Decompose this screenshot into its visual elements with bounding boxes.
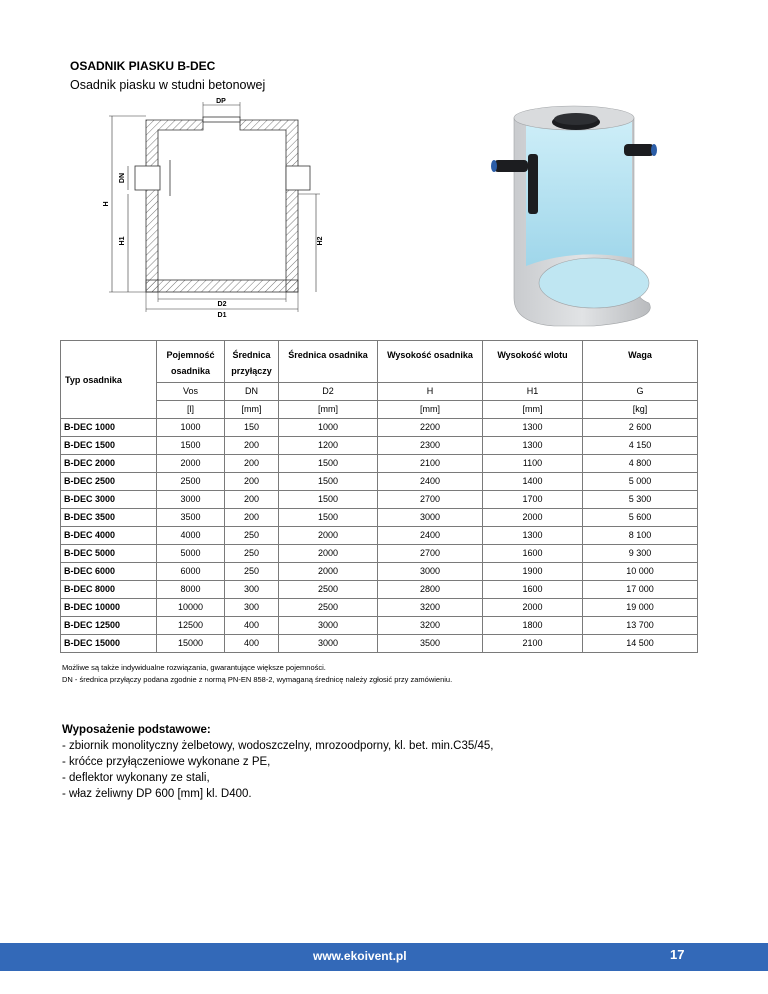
table-cell: 10000 bbox=[157, 599, 225, 617]
table-cell: 1500 bbox=[157, 437, 225, 455]
header-unit: [kg] bbox=[583, 401, 698, 419]
table-cell: 3000 bbox=[378, 509, 483, 527]
table-row bbox=[61, 545, 698, 563]
table-unit-row bbox=[61, 401, 698, 419]
table-cell: 14 500 bbox=[583, 635, 698, 653]
equipment-section bbox=[62, 722, 493, 802]
table-cell: 4 150 bbox=[583, 437, 698, 455]
table-row bbox=[61, 617, 698, 635]
note-line: Możliwe są także indywidualne rozwiązania, gwarantujące większe pojemności. bbox=[62, 663, 326, 672]
d1-label: D1 bbox=[217, 312, 227, 319]
equipment-item: - właz żeliwny DP 600 [mm] kl. D400. bbox=[62, 788, 252, 800]
row-type-name: B-DEC 15000 bbox=[61, 635, 157, 653]
outlet-pipe bbox=[286, 166, 310, 190]
table-row bbox=[61, 491, 698, 509]
table-row bbox=[61, 527, 698, 545]
table-cell: 3000 bbox=[279, 617, 378, 635]
row-type-name: B-DEC 3500 bbox=[61, 509, 157, 527]
equipment-item: - zbiornik monolityczny żelbetowy, wodoszczelny, mrozoodporny, kl. bet. min.C35/45, bbox=[62, 740, 494, 752]
table-cell: 1500 bbox=[279, 455, 378, 473]
table-cell: 200 bbox=[225, 455, 279, 473]
row-type-name: B-DEC 8000 bbox=[61, 581, 157, 599]
table-cell: 2000 bbox=[279, 563, 378, 581]
table-symbol-row bbox=[61, 383, 698, 401]
table-cell: 1500 bbox=[279, 509, 378, 527]
footer-bar bbox=[0, 943, 768, 971]
table-cell: 3200 bbox=[378, 617, 483, 635]
table-cell: 2000 bbox=[279, 527, 378, 545]
spec-table bbox=[60, 340, 698, 653]
dp-label: DP bbox=[216, 98, 226, 105]
table-cell: 12500 bbox=[157, 617, 225, 635]
table-cell: 2 600 bbox=[583, 419, 698, 437]
table-cell: 1900 bbox=[483, 563, 583, 581]
table-cell: 17 000 bbox=[583, 581, 698, 599]
manhole-cover bbox=[203, 117, 240, 122]
table-cell: 200 bbox=[225, 509, 279, 527]
table-cell: 2300 bbox=[378, 437, 483, 455]
shaft-bottom-slab bbox=[146, 280, 298, 292]
table-cell: 1400 bbox=[483, 473, 583, 491]
row-type-name: B-DEC 2000 bbox=[61, 455, 157, 473]
header-label: Waga bbox=[583, 341, 698, 383]
table-cell: 300 bbox=[225, 581, 279, 599]
h1-label: H1 bbox=[119, 236, 126, 246]
table-cell: 400 bbox=[225, 617, 279, 635]
equipment-item: - deflektor wykonany ze stali, bbox=[62, 772, 210, 784]
table-cell: 250 bbox=[225, 527, 279, 545]
table-cell: 150 bbox=[225, 419, 279, 437]
inlet-pipe bbox=[135, 166, 160, 190]
table-cell: 1200 bbox=[279, 437, 378, 455]
row-type-name: B-DEC 4000 bbox=[61, 527, 157, 545]
header-unit: [mm] bbox=[279, 401, 378, 419]
table-cell: 6000 bbox=[157, 563, 225, 581]
row-type-name: B-DEC 12500 bbox=[61, 617, 157, 635]
equipment-heading: Wyposażenie podstawowe: bbox=[62, 724, 211, 736]
table-cell: 1100 bbox=[483, 455, 583, 473]
table-cell: 1500 bbox=[279, 491, 378, 509]
table-cell: 8 100 bbox=[583, 527, 698, 545]
row-type-name: B-DEC 10000 bbox=[61, 599, 157, 617]
table-cell: 1300 bbox=[483, 527, 583, 545]
table-row bbox=[61, 599, 698, 617]
h2-label: H2 bbox=[317, 236, 324, 246]
table-cell: 4 800 bbox=[583, 455, 698, 473]
table-cell: 3000 bbox=[157, 491, 225, 509]
table-cell: 8000 bbox=[157, 581, 225, 599]
table-cell: 250 bbox=[225, 563, 279, 581]
header-unit: [mm] bbox=[225, 401, 279, 419]
table-cell: 2000 bbox=[157, 455, 225, 473]
table-cell: 9 300 bbox=[583, 545, 698, 563]
header-symbol: G bbox=[583, 383, 698, 401]
table-cell: 2400 bbox=[378, 527, 483, 545]
table-cell: 2500 bbox=[279, 581, 378, 599]
table-row bbox=[61, 419, 698, 437]
note-line: DN - średnica przyłączy podana zgodnie z normą PN-EN 858-2, wymaganą średnicę należy zgłosić przy zamówieniu. bbox=[62, 675, 453, 684]
header-unit: [mm] bbox=[378, 401, 483, 419]
table-cell: 5 000 bbox=[583, 473, 698, 491]
table-cell: 1600 bbox=[483, 581, 583, 599]
header-label: Wysokość osadnika bbox=[378, 341, 483, 383]
inlet-pipe-render bbox=[494, 160, 528, 172]
table-cell: 2500 bbox=[279, 599, 378, 617]
table-cell: 15000 bbox=[157, 635, 225, 653]
table-cell: 10 000 bbox=[583, 563, 698, 581]
table-cell: 5 600 bbox=[583, 509, 698, 527]
concrete-well-render bbox=[484, 98, 664, 330]
outlet-pipe-render bbox=[624, 144, 654, 156]
footer-url[interactable]: www.ekoivent.pl bbox=[313, 949, 407, 963]
row-type-name: B-DEC 2500 bbox=[61, 473, 157, 491]
table-cell: 13 700 bbox=[583, 617, 698, 635]
table-cell: 1800 bbox=[483, 617, 583, 635]
table-cell: 200 bbox=[225, 437, 279, 455]
dn-label: DN bbox=[119, 172, 126, 184]
header-symbol: Vos bbox=[157, 383, 225, 401]
table-row bbox=[61, 509, 698, 527]
table-cell: 1700 bbox=[483, 491, 583, 509]
page-title: OSADNIK PIASKU B-DEC bbox=[70, 59, 216, 73]
row-type-name: B-DEC 3000 bbox=[61, 491, 157, 509]
table-cell: 5 300 bbox=[583, 491, 698, 509]
table-cell: 4000 bbox=[157, 527, 225, 545]
table-cell: 2000 bbox=[279, 545, 378, 563]
table-cell: 2000 bbox=[483, 599, 583, 617]
cross-section-drawing bbox=[100, 96, 340, 322]
header-label: Pojemność osadnika bbox=[157, 341, 225, 383]
equipment-item: - króćce przyłączeniowe wykonane z PE, bbox=[62, 756, 271, 768]
table-cell: 3000 bbox=[378, 563, 483, 581]
table-cell: 1300 bbox=[483, 419, 583, 437]
table-header-row bbox=[61, 341, 698, 383]
table-cell: 3500 bbox=[378, 635, 483, 653]
table-cell: 2000 bbox=[483, 509, 583, 527]
well-interior bbox=[526, 122, 632, 266]
table-row bbox=[61, 473, 698, 491]
table-cell: 300 bbox=[225, 599, 279, 617]
table-cell: 1000 bbox=[279, 419, 378, 437]
row-type-name: B-DEC 5000 bbox=[61, 545, 157, 563]
table-row bbox=[61, 437, 698, 455]
type-header: Typ osadnika bbox=[61, 341, 157, 419]
table-cell: 3200 bbox=[378, 599, 483, 617]
table-cell: 2700 bbox=[378, 545, 483, 563]
table-notes bbox=[62, 662, 452, 686]
table-row bbox=[61, 635, 698, 653]
table-cell: 2100 bbox=[378, 455, 483, 473]
table-cell: 2800 bbox=[378, 581, 483, 599]
row-type-name: B-DEC 6000 bbox=[61, 563, 157, 581]
table-cell: 200 bbox=[225, 491, 279, 509]
table-cell: 400 bbox=[225, 635, 279, 653]
table-cell: 1600 bbox=[483, 545, 583, 563]
table-row bbox=[61, 563, 698, 581]
well-bottom bbox=[539, 258, 649, 308]
table-cell: 3000 bbox=[279, 635, 378, 653]
table-cell: 1300 bbox=[483, 437, 583, 455]
d2-label: D2 bbox=[217, 301, 227, 308]
table-cell: 2200 bbox=[378, 419, 483, 437]
header-label: Średnica przyłączy bbox=[225, 341, 279, 383]
header-unit: [l] bbox=[157, 401, 225, 419]
row-type-name: B-DEC 1000 bbox=[61, 419, 157, 437]
table-cell: 3500 bbox=[157, 509, 225, 527]
header-symbol: D2 bbox=[279, 383, 378, 401]
h-label: H bbox=[103, 201, 110, 207]
shaft-top-slab-right bbox=[240, 120, 298, 292]
header-label: Średnica osadnika bbox=[279, 341, 378, 383]
table-row bbox=[61, 581, 698, 599]
table-cell: 1000 bbox=[157, 419, 225, 437]
header-label: Wysokość wlotu bbox=[483, 341, 583, 383]
table-cell: 19 000 bbox=[583, 599, 698, 617]
table-cell: 1500 bbox=[279, 473, 378, 491]
shaft-top-slab-left bbox=[146, 120, 203, 292]
row-type-name: B-DEC 1500 bbox=[61, 437, 157, 455]
table-cell: 2700 bbox=[378, 491, 483, 509]
header-symbol: H1 bbox=[483, 383, 583, 401]
header-symbol: DN bbox=[225, 383, 279, 401]
table-cell: 250 bbox=[225, 545, 279, 563]
table-cell: 2400 bbox=[378, 473, 483, 491]
header-symbol: H bbox=[378, 383, 483, 401]
page-number: 17 bbox=[670, 947, 685, 962]
table-cell: 5000 bbox=[157, 545, 225, 563]
table-cell: 2100 bbox=[483, 635, 583, 653]
table-row bbox=[61, 455, 698, 473]
page-subtitle: Osadnik piasku w studni betonowej bbox=[70, 78, 266, 92]
header-unit: [mm] bbox=[483, 401, 583, 419]
table-cell: 2500 bbox=[157, 473, 225, 491]
table-cell: 200 bbox=[225, 473, 279, 491]
